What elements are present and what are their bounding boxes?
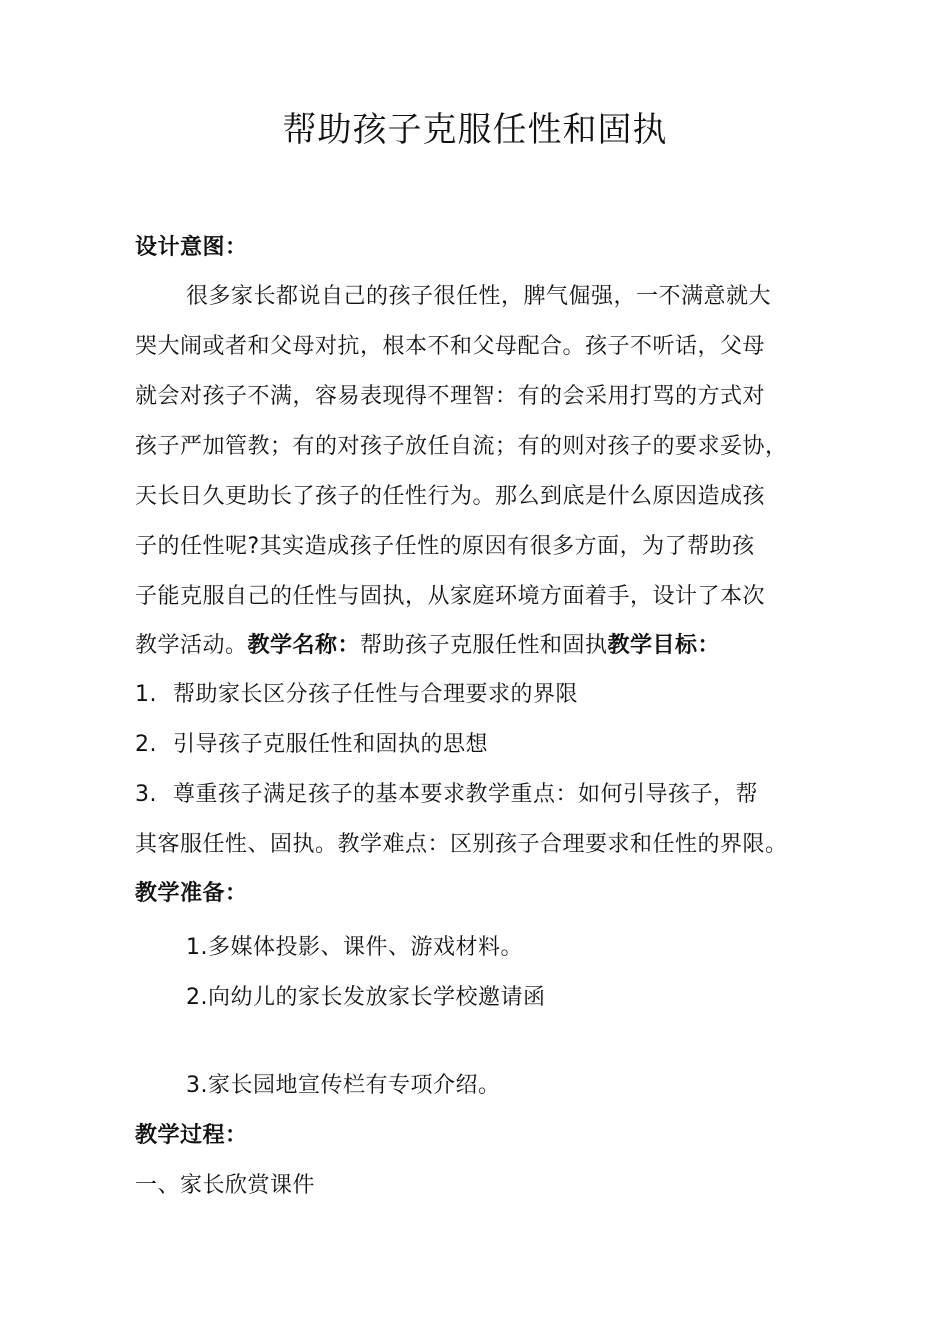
process-heading: 教学过程：: [135, 1123, 248, 1148]
teaching-goal-label: 教学目标：: [607, 633, 721, 658]
goal-item: [135, 680, 578, 710]
preparation-item: 2.向幼儿的家长发放家长学校邀请函: [186, 985, 546, 1010]
goal-text: 引导孩子克服任性和固执的思想: [173, 732, 489, 757]
page-title: 帮助孩子克服任性和固执: [282, 110, 668, 150]
process-step: 一、家长欣赏课件: [135, 1173, 316, 1198]
goal-text: 尊重孩子满足孩子的基本要求教学重点：如何引导孩子，帮: [173, 782, 759, 807]
paragraph-line: 子的任性呢?其实造成孩子任性的原因有很多方面，为了帮助孩: [135, 534, 755, 559]
design-intent-heading: 设计意图：: [135, 235, 248, 260]
paragraph-end-text: 教学活动。: [135, 633, 248, 658]
paragraph-line: 孩子严加管教；有的对孩子放任自流；有的则对孩子的要求妥协，: [135, 434, 788, 459]
preparation-heading: 教学准备：: [135, 881, 248, 906]
goal-item: [135, 730, 488, 760]
paragraph-line: 很多家长都说自己的孩子很任性，脾气倔强，一不满意就大: [186, 284, 772, 309]
goal-item: [135, 780, 758, 810]
goal-continuation: 其客服任性、固执。教学难点：区别孩子合理要求和任性的界限。: [135, 832, 788, 857]
preparation-item: 1.多媒体投影、课件、游戏材料。: [186, 935, 523, 960]
teaching-name-label: 教学名称：: [247, 633, 361, 658]
goal-text: 帮助家长区分孩子任性与合理要求的界限: [173, 682, 579, 707]
preparation-item: 3.家长园地宣传栏有专项介绍。: [186, 1073, 501, 1098]
goal-number: 3.: [135, 782, 157, 807]
paragraph-line: 子能克服自己的任性与固执，从家庭环境方面着手，设计了本次: [135, 584, 766, 609]
goal-number: 1.: [135, 682, 157, 707]
teaching-name-value: 帮助孩子克服任性和固执: [360, 633, 608, 658]
paragraph-line: 哭大闹或者和父母对抗，根本不和父母配合。孩子不听话，父母: [135, 334, 766, 359]
paragraph-line: 就会对孩子不满，容易表现得不理智：有的会采用打骂的方式对: [135, 384, 766, 409]
paragraph-line-mixed: [135, 631, 720, 661]
paragraph-line: 天长日久更助长了孩子的任性行为。那么到底是什么原因造成孩: [135, 484, 766, 509]
goal-number: 2.: [135, 732, 157, 757]
